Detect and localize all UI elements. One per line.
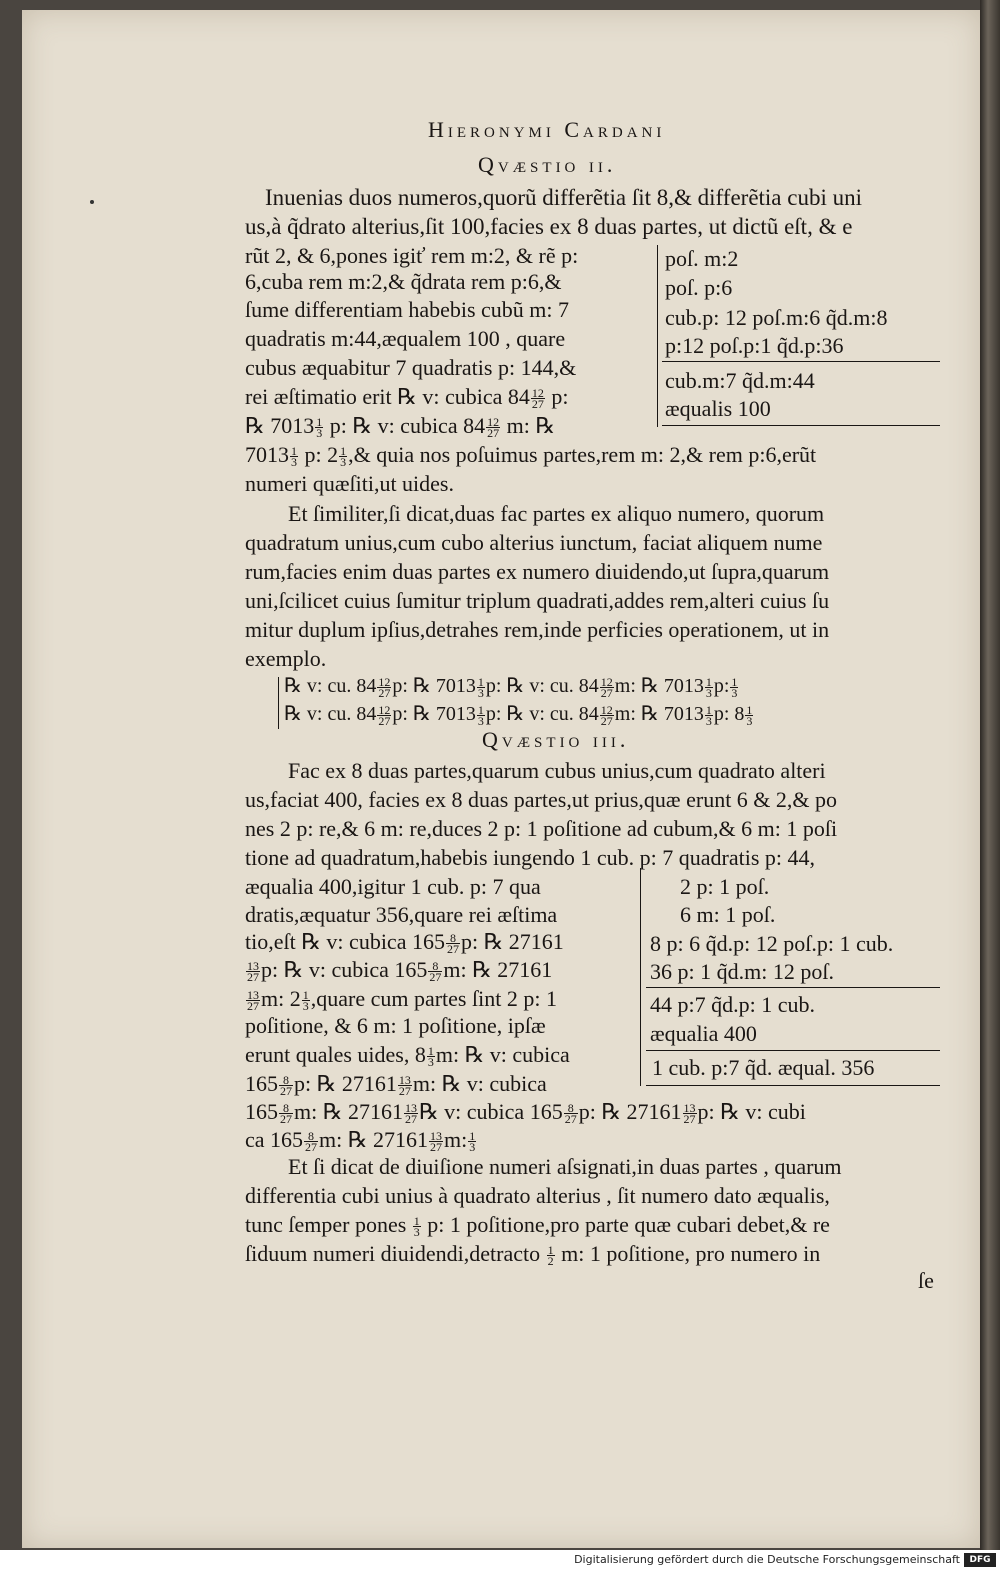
frac-den: 27 <box>487 426 500 441</box>
fraction-13-27 <box>683 1101 697 1127</box>
frac-num: 8 <box>279 1075 293 1086</box>
fraction-12-27 <box>377 674 391 700</box>
frac-num: 1 <box>340 444 347 459</box>
q3-line-11-a: erunt quales uides, 8 <box>245 1042 426 1067</box>
formula-1-c: p: ℞ v: cu. 84 <box>485 675 599 697</box>
formula-1 <box>284 672 739 701</box>
fraction-12-27 <box>486 415 500 441</box>
fraction-13-27 <box>404 1101 418 1127</box>
fraction-1-2 <box>547 1243 555 1269</box>
formula-rule <box>278 677 279 729</box>
q3-line-11-b: m: ℞ v: cubica <box>435 1042 570 1067</box>
frac-den: 27 <box>378 685 391 700</box>
footer-bar <box>0 1550 1000 1571</box>
q2-line-8 <box>245 382 569 411</box>
fraction-1-3 <box>302 988 310 1014</box>
q3-line-12 <box>245 1069 547 1098</box>
question-2-heading: Qvæstio ii. <box>478 152 617 177</box>
q3-line-13-d: p: ℞ 27161 <box>578 1099 682 1124</box>
frac-den: 27 <box>280 1084 292 1099</box>
fraction-1-3 <box>477 674 485 700</box>
frac-num: 1 <box>746 702 753 717</box>
frac-den: 27 <box>600 685 613 700</box>
frac-den: 27 <box>429 1140 442 1155</box>
frac-den: 27 <box>305 1140 318 1155</box>
frac-den: 27 <box>564 1112 577 1127</box>
formula-1-e: p: <box>713 675 730 697</box>
frac-num: 12 <box>600 702 613 717</box>
q3-side-bottom-line <box>646 1085 940 1086</box>
fraction-1-3 <box>705 702 713 728</box>
fraction-1-3 <box>315 415 323 441</box>
frac-num: 13 <box>429 1129 442 1144</box>
frac-num: 1 <box>469 1129 476 1144</box>
q2-line-9-c: m: ℞ <box>506 413 556 438</box>
frac-den: 3 <box>705 713 712 728</box>
frac-num: 13 <box>247 988 259 1003</box>
q3-line-13-c: ℞ v: cubica 165 <box>418 1099 563 1124</box>
q3-side-5: 44 p:7 q̃d.p: 1 cub. <box>650 992 815 1017</box>
frac-num: 1 <box>413 1214 420 1229</box>
q3-line-1: Fac ex 8 duas partes,quarum cubus unius,cum quadrato alteri <box>288 758 826 783</box>
q3-para2-line-3-b: p: 1 poſitione,pro parte quæ cubari debet,& re <box>427 1212 830 1237</box>
q3-line-13 <box>245 1097 806 1126</box>
fraction-13-27 <box>246 959 260 985</box>
frac-num: 12 <box>378 674 391 689</box>
frac-den: 3 <box>291 455 297 470</box>
fraction-8-27 <box>304 1129 318 1155</box>
frac-den: 3 <box>477 713 484 728</box>
fraction-1-3 <box>339 444 347 470</box>
footer-credit: Digitalisierung gefördert durch die Deutsche Forschungsgemeinschaft <box>574 1553 960 1566</box>
fraction-12-27 <box>600 702 614 728</box>
frac-num: 13 <box>398 1073 411 1088</box>
q3-line-13-e: p: ℞ v: cubi <box>697 1099 806 1124</box>
fraction-13-27 <box>246 988 260 1014</box>
fraction-12-27 <box>531 386 545 412</box>
fraction-8-27 <box>279 1101 293 1127</box>
q2-line-3: rũt 2, & 6,pones igiť rem m:2, & rẽ p: <box>245 243 579 268</box>
frac-den: 27 <box>531 397 544 412</box>
frac-num: 13 <box>404 1101 417 1116</box>
frac-num: 1 <box>731 674 738 689</box>
formula-2-a: ℞ v: cu. 84 <box>284 703 377 725</box>
q3-line-8-b: m: ℞ 27161 <box>443 957 553 982</box>
q3-side-3: 8 p: 6 q̃d.p: 12 poſ.p: 1 cub. <box>650 931 894 956</box>
fraction-8-27 <box>564 1101 578 1127</box>
q2-line-9-b: p: ℞ v: cubica 84 <box>329 413 486 438</box>
frac-num: 8 <box>304 1131 318 1142</box>
frac-num: 13 <box>247 959 259 974</box>
q2-line-6: quadratis m:44,æqualem 100 , quare <box>245 326 566 351</box>
q2-para2-line-2: quadratum unius,cum cubo alterius iunctum, faciat aliquem nume <box>245 530 823 555</box>
frac-den: 27 <box>247 970 259 985</box>
q3-line-9-b: ,quare cum partes ſint 2 p: 1 <box>310 986 557 1011</box>
fraction-1-3 <box>705 674 713 700</box>
q2-line-9 <box>245 411 555 440</box>
q2-line-10 <box>245 440 816 469</box>
frac-den: 27 <box>404 1112 417 1127</box>
frac-num: 12 <box>600 674 613 689</box>
frac-num: 12 <box>378 702 391 717</box>
frac-num: 13 <box>683 1101 696 1116</box>
frac-den: 27 <box>600 713 613 728</box>
frac-den: 27 <box>429 970 442 985</box>
q3-line-12-b: p: ℞ 27161 <box>294 1071 397 1096</box>
formula-2-d: m: ℞ 7013 <box>614 703 704 725</box>
q2-line-8-text: rei æſtimatio erit ℞ v: cubica 84 <box>245 384 530 409</box>
frac-den: 27 <box>398 1084 411 1099</box>
q3-para2-line-4-a: ſiduum numeri diuidendi,detracto <box>245 1241 541 1266</box>
q2-side-3: cub.p: 12 poſ.m:6 q̃d.m:8 <box>665 305 888 330</box>
frac-den: 3 <box>316 426 323 441</box>
q2-line-9-a: ℞ 7013 <box>245 413 315 438</box>
fraction-13-27 <box>398 1073 412 1099</box>
frac-den: 27 <box>280 1112 292 1127</box>
running-head: Hieronymi Cardani <box>428 117 666 142</box>
fraction-1-3 <box>745 702 753 728</box>
q2-line-2: us,à q̃drato alterius,ſit 100,facies ex 8 duas partes, ut dictũ eſt, & e <box>245 214 853 239</box>
fraction-1-3 <box>730 674 738 700</box>
q2-para2-line-5: mitur duplum ipſius,detrahes rem,inde perficies operationem, ut in <box>245 617 830 642</box>
q3-line-13-b: m: ℞ 27161 <box>294 1099 403 1124</box>
q3-line-8-a: p: ℞ v: cubica 165 <box>261 957 428 982</box>
q2-side-4: p:12 poſ.p:1 q̃d.p:36 <box>665 333 844 358</box>
q3-para2-line-1: Et ſi dicat de diuiſione numeri aſsignati,in duas partes , quarum <box>288 1154 842 1179</box>
q2-para2-line-3: rum,facies enim duas partes ex numero diuidendo,ut ſupra,quarum <box>245 559 830 584</box>
frac-num: 8 <box>446 933 460 944</box>
q3-line-4: tione ad quadratum,habebis iungendo 1 cub. p: 7 quadratis p: 44, <box>245 845 816 870</box>
frac-den: 27 <box>247 999 259 1014</box>
frac-den: 27 <box>446 942 459 957</box>
frac-den: 3 <box>302 999 309 1014</box>
fraction-1-3 <box>477 702 485 728</box>
frac-num: 1 <box>302 988 309 1003</box>
q3-side-4: 36 p: 1 q̃d.m: 12 poſ. <box>650 959 834 984</box>
q3-line-7 <box>245 927 564 956</box>
q3-line-11 <box>245 1040 570 1069</box>
frac-num: 12 <box>487 415 500 430</box>
frac-num: 1 <box>547 1243 554 1258</box>
q3-side-7: 1 cub. p:7 q̃d. æqual. 356 <box>652 1055 875 1080</box>
q3-para2-line-3 <box>245 1210 830 1239</box>
q3-line-9-a: m: 2 <box>261 986 301 1011</box>
margin-speck <box>90 200 94 204</box>
q3-para2-line-3-a: tunc ſemper pones <box>245 1212 407 1237</box>
formula-1-b: p: ℞ 7013 <box>392 675 476 697</box>
q3-side-rule <box>640 868 641 1086</box>
q2-side-sum-line <box>662 361 940 362</box>
frac-num: 1 <box>705 702 712 717</box>
q2-side-5: cub.m:7 q̃d.m:44 <box>665 368 815 393</box>
fraction-12-27 <box>600 674 614 700</box>
fraction-13-27 <box>429 1129 443 1155</box>
frac-num: 1 <box>316 415 323 430</box>
frac-den: 3 <box>469 1140 476 1155</box>
q3-para2-line-4-b: m: 1 poſitione, pro numero in <box>561 1241 821 1266</box>
q3-line-6: dratis,æquatur 356,quare rei æſtima <box>245 902 558 927</box>
frac-num: 1 <box>705 674 712 689</box>
q2-para2-line-6: exemplo. <box>245 646 327 671</box>
q2-line-10-b: p: 2 <box>304 442 339 467</box>
frac-num: 1 <box>291 444 297 459</box>
formula-1-d: m: ℞ 7013 <box>614 675 704 697</box>
catchword: ſe <box>918 1268 934 1293</box>
q3-line-5: æqualia 400,igitur 1 cub. p: 7 qua <box>245 874 541 899</box>
frac-num: 12 <box>531 386 544 401</box>
frac-den: 2 <box>547 1254 554 1269</box>
fraction-8-27 <box>279 1073 293 1099</box>
q3-line-14-a: ca 165 <box>245 1127 304 1152</box>
q2-line-7: cubus æquabitur 7 quadratis p: 144,& <box>245 355 577 380</box>
fraction-1-3 <box>413 1214 421 1240</box>
q3-line-12-c: m: ℞ v: cubica <box>412 1071 547 1096</box>
frac-den: 27 <box>683 1112 696 1127</box>
page-edge <box>980 0 1000 1550</box>
q3-para2-line-4 <box>245 1239 820 1268</box>
question-3-heading: Qvæstio iii. <box>482 727 630 752</box>
frac-num: 1 <box>477 702 484 717</box>
q2-line-10-a: 7013 <box>245 442 289 467</box>
formula-2-b: p: ℞ 7013 <box>392 703 476 725</box>
q3-line-14-c: m: <box>443 1127 468 1152</box>
frac-den: 3 <box>413 1225 420 1240</box>
q3-side-mid-line <box>646 1050 940 1051</box>
frac-num: 1 <box>427 1044 434 1059</box>
q3-line-14 <box>245 1125 477 1154</box>
q3-line-9 <box>245 984 557 1013</box>
frac-den: 3 <box>340 455 347 470</box>
frac-den: 3 <box>427 1055 434 1070</box>
q2-side-2: poſ. p:6 <box>665 275 733 300</box>
q3-line-2: us,faciat 400, facies ex 8 duas partes,ut prius,quæ erunt 6 & 2,& po <box>245 787 838 812</box>
frac-num: 8 <box>564 1103 578 1114</box>
q3-line-12-a: 165 <box>245 1071 278 1096</box>
q2-side-bottom-line <box>662 425 940 426</box>
q3-line-7-b: p: ℞ 27161 <box>460 929 564 954</box>
frac-num: 1 <box>477 674 484 689</box>
q3-side-2: 6 m: 1 poſ. <box>680 902 776 927</box>
fraction-1-3 <box>468 1129 476 1155</box>
frac-num: 8 <box>279 1103 293 1114</box>
q2-line-4: 6,cuba rem m:2,& q̃drata rem p:6,& <box>245 269 562 294</box>
q2-line-10-c: ,& quia nos poſuimus partes,rem m: 2,& rem p:6,erũt <box>348 442 817 467</box>
q2-line-1: Inuenias duos numeros,quorũ differẽtia ſit 8,& differẽtia cubi uni <box>265 185 863 210</box>
dfg-logo: DFG <box>964 1553 996 1567</box>
q2-para2-line-4: uni,ſcilicet cuius ſumitur triplum quadrati,addes rem,alteri cuius ſu <box>245 588 830 613</box>
q3-line-14-b: m: ℞ 27161 <box>319 1127 428 1152</box>
q3-line-10: poſitione, & 6 m: 1 poſitione, ipſæ <box>245 1013 546 1038</box>
q2-line-11: numeri quæſiti,ut uides. <box>245 471 454 496</box>
frac-den: 3 <box>731 685 738 700</box>
frac-den: 27 <box>378 713 391 728</box>
q2-line-8-tail: p: <box>551 384 569 409</box>
q3-line-8 <box>245 955 552 984</box>
q2-line-5: ſume differentiam habebis cubũ m: 7 <box>245 297 570 322</box>
frac-den: 3 <box>477 685 484 700</box>
fraction-8-27 <box>446 931 460 957</box>
q3-line-3: nes 2 p: re,& 6 m: re,duces 2 p: 1 poſitione ad cubum,& 6 m: 1 poſi <box>245 816 838 841</box>
q2-side-1: poſ. m:2 <box>665 246 739 271</box>
q3-line-13-a: 165 <box>245 1099 278 1124</box>
frac-den: 3 <box>746 713 753 728</box>
q3-side-sum-line <box>646 987 940 988</box>
formula-2 <box>284 700 754 729</box>
q2-para2-line-1: Et ſimiliter,ſi dicat,duas fac partes ex aliquo numero, quorum <box>288 501 825 526</box>
frac-den: 3 <box>705 685 712 700</box>
q3-para2-line-2: differentia cubi unius à quadrato alterius , ſit numero dato æqualis, <box>245 1183 830 1208</box>
fraction-12-27 <box>377 702 391 728</box>
formula-2-c: p: ℞ v: cu. 84 <box>485 703 599 725</box>
formula-1-a: ℞ v: cu. 84 <box>284 675 377 697</box>
formula-2-e: p: 8 <box>713 703 745 725</box>
q3-side-1: 2 p: 1 poſ. <box>680 874 770 899</box>
q2-side-rule <box>657 245 658 427</box>
fraction-1-3 <box>290 444 298 470</box>
q3-side-6: æqualia 400 <box>650 1021 757 1046</box>
frac-num: 8 <box>428 961 442 972</box>
q2-side-6: æqualis 100 <box>665 396 771 421</box>
q3-line-7-a: tio,eſt ℞ v: cubica 165 <box>245 929 445 954</box>
fraction-8-27 <box>428 959 442 985</box>
fraction-1-3 <box>427 1044 435 1070</box>
